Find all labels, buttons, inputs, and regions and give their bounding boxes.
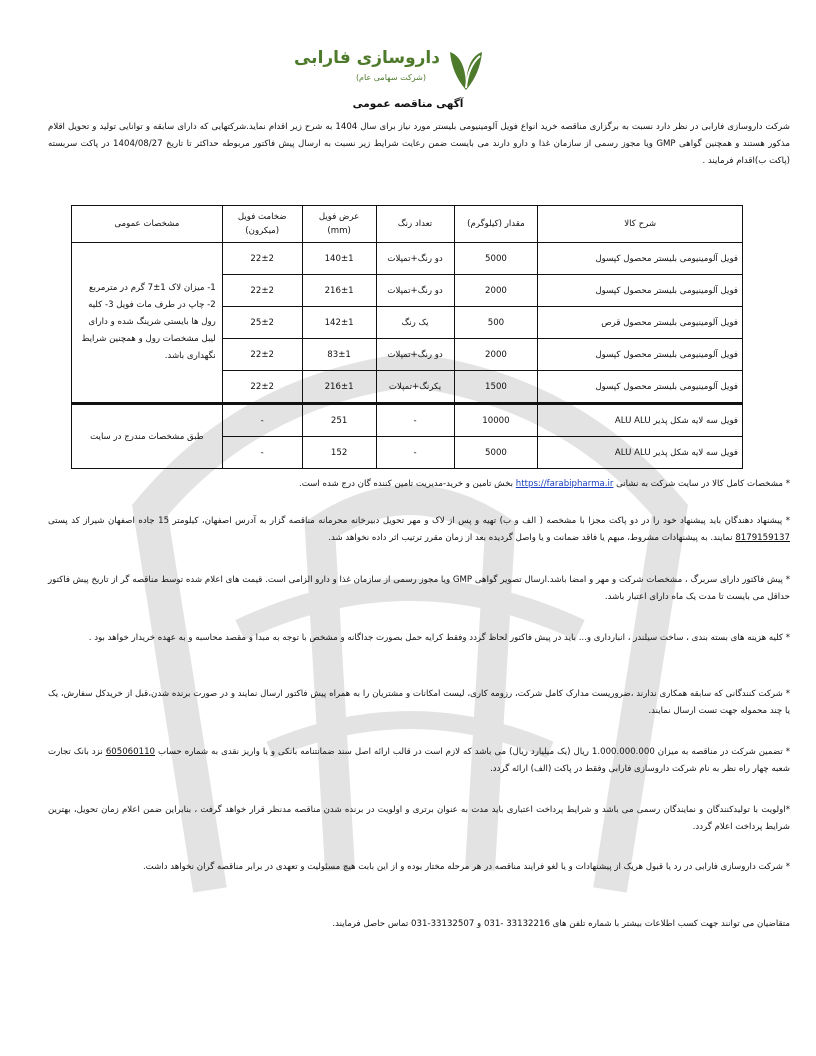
cell-width: 83±1 xyxy=(302,339,376,371)
cell-description: فویل آلومینیومی بلیستر محصول قرص xyxy=(538,307,743,339)
header-width: عرض فویل (mm) xyxy=(302,206,376,243)
cell-colors: - xyxy=(376,404,454,437)
cell-thickness: 22±2 xyxy=(222,243,302,275)
items-table xyxy=(71,205,743,469)
note-website-text: * مشخصات کامل کالا در سایت شرکت به نشانی xyxy=(616,479,790,489)
cell-width: 152 xyxy=(302,437,376,469)
note-guarantee xyxy=(48,744,790,778)
note-submission-text: * پیشنهاد دهندگان باید پیشنهاد خود را در دو پاکت مجزا با مشخصه ( الف و ب) تهیه و پس از لاک و مهر تحویل دبیرخانه محرمانه مناقصه گزار به آدرس اصفهان، کیلومتر 15 جاده اصفهان شیراز کد پستی xyxy=(48,516,790,526)
cell-thickness: 22±2 xyxy=(222,275,302,307)
page-title: آگهی مناقصه عمومی xyxy=(352,98,464,110)
note-submission-text-after: نمایند. به پیشنهادات مشروط، مبهم یا فاقد ضمانت و یا واصل گردیده بعد از زمان مقرر ترتیب اثر داده نخواهد شد. xyxy=(328,533,733,543)
cell-quantity: 2000 xyxy=(454,275,538,307)
cell-description: فویل سه لایه شکل پذیر ALU ALU xyxy=(538,437,743,469)
cell-colors: - xyxy=(376,437,454,469)
note-new-suppliers: * شرکت کنندگانی که سابقه همکاری ندارند ،ضروریست مدارک کامل شرکت، رزومه کاری، لیست امکانات و مشتریان را به همراه پیش فاکتور ارسال نمایند و در صورت برنده شدن،قبل از خریدکل سفارش، یک یا چند محموله جهت تست ارسال نمایند. xyxy=(48,689,790,716)
cell-description: فویل آلومینیومی بلیستر محصول کپسول xyxy=(538,339,743,371)
note-guarantee-text-after: نزد بانک تجارت شعبه چهار راه نظر به نام شرکت داروسازی فارابی وفقط در پاکت (الف) ارائه گردد. xyxy=(48,747,790,774)
logo-subtitle: (شرکت سهامی عام) xyxy=(355,73,426,82)
header-thickness: ضخامت فویل (میکرون) xyxy=(222,206,302,243)
header-colors: تعداد رنگ xyxy=(376,206,454,243)
cell-specs-group1: 1- میزان لاک 1±7 گرم در مترمربع 2- چاپ در طرف مات فویل 3- کلیه رول ها بایستی شرینگ شده و دارای لیبل مشخصات رول و همچنین شرایط نگهداری باشد. xyxy=(72,243,223,404)
table-header-row xyxy=(72,206,743,243)
cell-thickness: 25±2 xyxy=(222,307,302,339)
table-row xyxy=(72,404,743,437)
cell-thickness: 22±2 xyxy=(222,339,302,371)
note-website xyxy=(48,476,790,493)
cell-quantity: 10000 xyxy=(454,404,538,437)
note-contact: متقاضیان می توانند جهت کسب اطلاعات بیشتر با شماره تلفن های 33132216 -031 و 33132507-031 تماس حاصل فرمایند. xyxy=(332,919,790,929)
leaf-logo-icon xyxy=(446,48,486,92)
cell-quantity: 5000 xyxy=(454,437,538,469)
cell-quantity: 500 xyxy=(454,307,538,339)
cell-quantity: 1500 xyxy=(454,371,538,404)
cell-description: فویل آلومینیومی بلیستر محصول کپسول xyxy=(538,371,743,404)
cell-description: فویل آلومینیومی بلیستر محصول کپسول xyxy=(538,243,743,275)
cell-width: 216±1 xyxy=(302,275,376,307)
table-row xyxy=(72,243,743,275)
cell-thickness: 22±2 xyxy=(222,371,302,404)
note-submission xyxy=(48,513,790,547)
cell-width: 140±1 xyxy=(302,243,376,275)
cell-colors: دو رنگ+تمپلات xyxy=(376,275,454,307)
cell-width: 251 xyxy=(302,404,376,437)
header-quantity: مقدار (کیلوگرم) xyxy=(454,206,538,243)
cell-description: فویل آلومینیومی بلیستر محصول کپسول xyxy=(538,275,743,307)
cell-thickness: - xyxy=(222,437,302,469)
cell-width: 216±1 xyxy=(302,371,376,404)
note-priority: *اولویت با تولیدکنندگان و نمایندگان رسمی می باشد و شرایط پرداخت اعتباری باید مدت به عنوان برتری و اولویت در برنده شدن مناقصه مدنظر قرار خواهد گرفت ، بنابراین ضمن اعلام زمان تحویل، بهترین شرایط پرداخت اعلام گردد. xyxy=(48,805,790,832)
account-number: 605060110 xyxy=(105,747,156,757)
cell-colors: دو رنگ+تمپلات xyxy=(376,339,454,371)
cell-colors: یکرنگ+تمپلات xyxy=(376,371,454,404)
cell-colors: یک رنگ xyxy=(376,307,454,339)
postal-code: 8179159137 xyxy=(735,533,790,543)
cell-colors: دو رنگ+تمپلات xyxy=(376,243,454,275)
company-logo xyxy=(293,48,486,94)
header-specs: مشخصات عمومی xyxy=(72,206,223,243)
note-costs: * کلیه هزینه های بسته بندی ، ساخت سیلندر ، انبارداری و... باید در پیش فاکتور لحاظ گردد وفقط کرایه حمل بصورت جداگانه و مشخص با توجه به مبدا و مقصد محاسبه و به عهده خریدار خواهد بود . xyxy=(88,633,790,643)
cell-thickness: - xyxy=(222,404,302,437)
note-rights: * شرکت داروسازی فارابی در رد یا قبول هریک از پیشنهادات و یا لغو فرایند مناقصه در هر مرحله مختار بوده و از این بابت هیچ مسئولیت و تعهدی در برابر مناقصه گران نخواهد داشت. xyxy=(142,862,790,872)
cell-description: فویل سه لایه شکل پذیر ALU ALU xyxy=(538,404,743,437)
note-guarantee-text: * تضمین شرکت در مناقصه به میزان 1.000.000.000 ریال (یک میلیارد ریال) می باشد که لازم است در قالب ارائه اصل سند ضمانتنامه بانکی و یا واریز نقدی به شماره حساب xyxy=(158,747,790,757)
website-link[interactable]: https://farabipharma.ir xyxy=(515,479,614,489)
note-proforma: * پیش فاکتور دارای سربرگ ، مشخصات شرکت و مهر و امضا باشد.ارسال تصویر گواهی GMP ویا مجوز رسمی از سازمان غذا و دارو الزامی است. قیمت های اعلام شده توسط مناقصه گر از تاریخ پیش فاکتور حداقل می بایست تا مدت یک ماه دارای اعتبار باشد. xyxy=(48,575,790,602)
header-description: شرح کالا xyxy=(538,206,743,243)
cell-quantity: 5000 xyxy=(454,243,538,275)
cell-quantity: 2000 xyxy=(454,339,538,371)
intro-paragraph: شرکت داروسازی فارابی در نظر دارد نسبت به برگزاری مناقصه خرید انواع فویل آلومینیومی بلیستر مورد نیاز برای سال 1404 به شرح زیر اقدام نماید.شرکتهایی که دارای سابقه و توانایی تولید و تحویل اقلام مذکور هستند و همچنین گواهی GMP ویا مجوز رسمی از سازمان غذا و دارو دارند می بایست ضمن رعایت شرایط زیر نسبت به ارسال پیش فاکتور مربوطه حداکثر تا تاریخ 1404/08/27 در پاکت سربسته (پاکت ب)اقدام فرمایند . xyxy=(48,122,791,166)
note-website-text-after: بخش تامین و خرید-مدیریت تامین کننده گان درج شده است. xyxy=(298,479,514,489)
logo-name: داروسازی فارابی xyxy=(293,48,440,68)
cell-specs-group2: طبق مشخصات مندرج در سایت xyxy=(72,404,223,469)
cell-width: 142±1 xyxy=(302,307,376,339)
